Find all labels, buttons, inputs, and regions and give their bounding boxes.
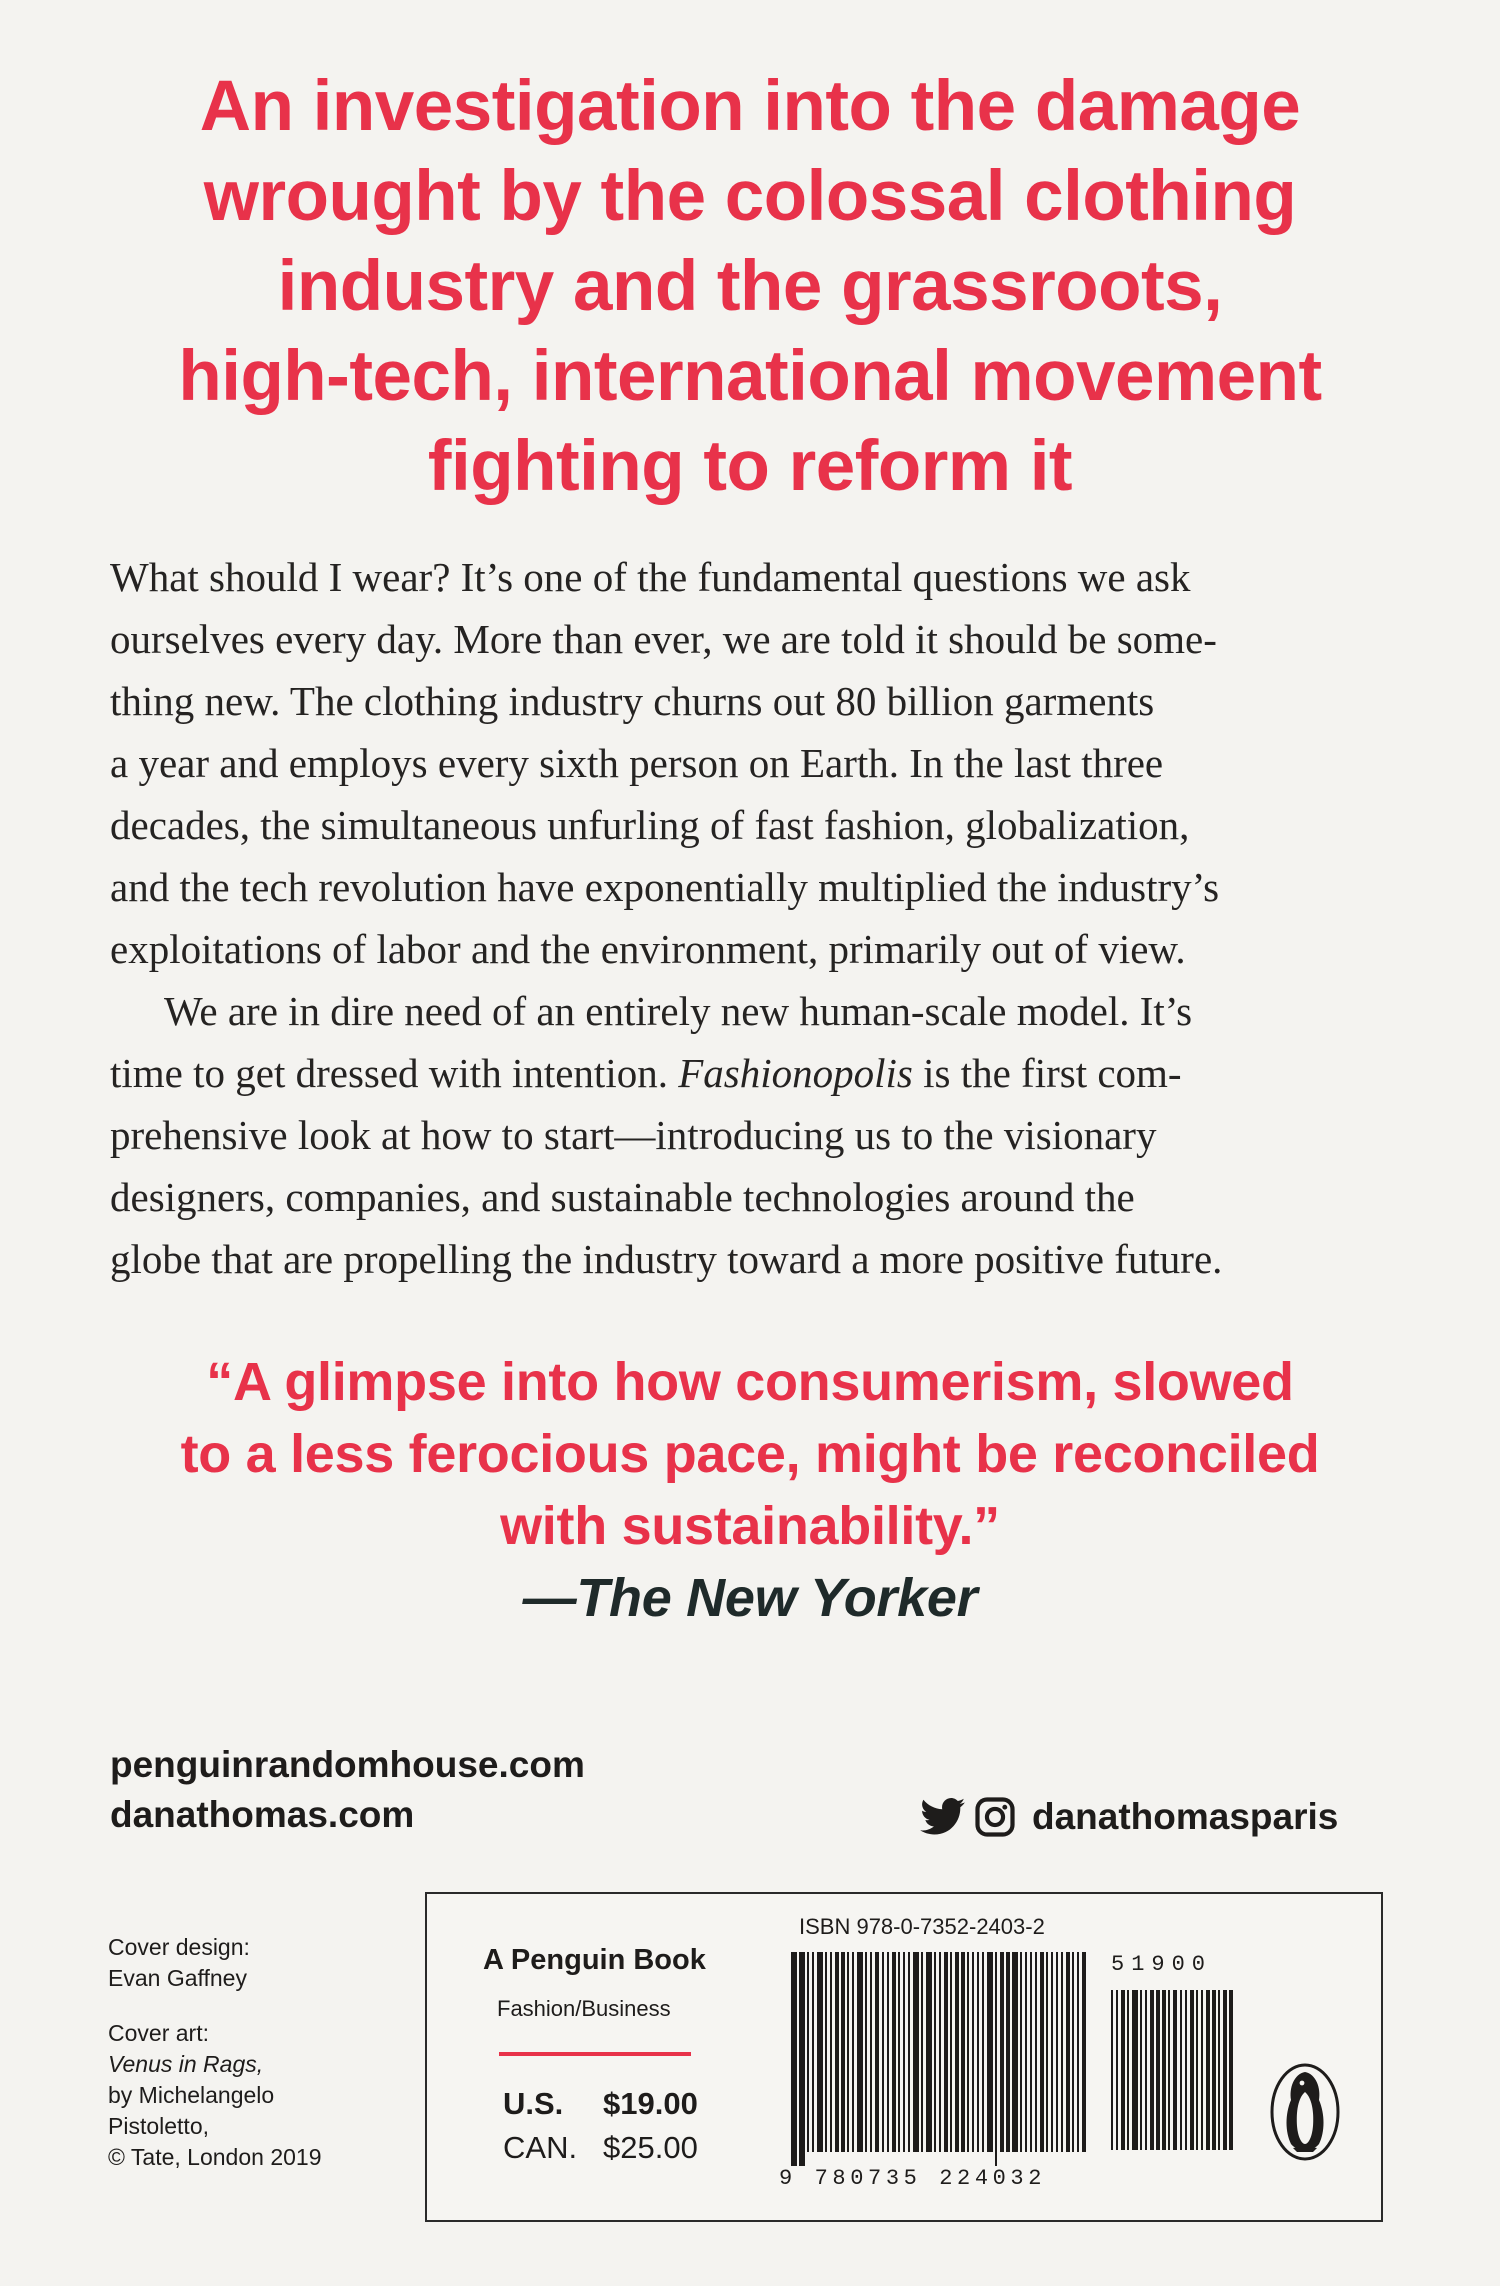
barcode-bar [1145,1990,1147,2150]
book-label: A Penguin Book [483,1944,706,1976]
cover-credits [108,1932,408,2173]
barcode-bar [955,1952,959,2152]
quote-attribution: —The New Yorker [522,1568,978,1628]
blurb-line: We are in dire need of an entirely new human-scale model. It’s [164,988,1193,1034]
barcode-bar [1046,1952,1048,2152]
headline-line: An investigation into the damage [199,67,1301,146]
barcode-bar [1020,1952,1022,2152]
blurb-text: time to get dressed with intention. [110,1050,679,1096]
barcode-bar [1025,1952,1027,2152]
barcode-bar [1212,1990,1216,2150]
barcode-bar [857,1952,863,2152]
barcode-bar [1229,1990,1233,2150]
barcode-bar [1156,1990,1160,2150]
publisher-website: penguinrandomhouse.com [110,1744,585,1785]
blurb-line: exploitations of labor and the environment, primarily out of view. [110,926,1186,972]
barcode-bar [1206,1990,1210,2150]
blurb-line [110,1042,1390,1104]
art-by: by Michelangelo [108,2082,275,2108]
barcode-bar [852,1952,854,2152]
design-label: Cover design: [108,1934,250,1960]
barcode-bar [926,1952,932,2152]
headline-line: wrought by the colossal clothing [203,157,1297,236]
barcode-bar [1201,1990,1203,2150]
barcode-bar [1132,1990,1138,2150]
barcode-bar [1012,1952,1018,2152]
barcode-bar [1072,1952,1074,2152]
barcode-bar [1035,1952,1037,2152]
barcode-bar [1196,1990,1198,2150]
barcode-bar [1127,1990,1129,2150]
barcode-bar [972,1952,974,2152]
barcode-bar [892,1952,896,2152]
barcode-bar [1218,1990,1220,2150]
barcode-bar [950,1952,952,2152]
barcode-bar [1185,1990,1187,2150]
blurb-line: prehensive look at how to start—introducing us to the visionary [110,1112,1157,1158]
headline-line: high-tech, international movement [178,337,1322,416]
blurb-line: What should I wear? It’s one of the fundamental questions we ask [110,554,1191,600]
headline [0,62,1500,512]
barcode-bar [882,1952,884,2152]
ean-digits: 9 780735 224032 [779,2166,1047,2191]
barcode-bar [1180,1990,1182,2150]
barcode-bar [1000,1952,1004,2152]
social-handle: danathomasparis [1032,1796,1339,1837]
isbn-number: ISBN 978-0-7352-2403-2 [799,1914,1045,1939]
barcode-bar [898,1952,900,2152]
barcode-bar [847,1952,849,2152]
price-can-label: CAN. [503,2130,578,2165]
blurb-line: a year and employs every sixth person on Earth. In the last three [110,740,1164,786]
blurb [110,546,1390,1290]
barcode-bar [812,1952,814,2152]
barcode-bar [944,1952,948,2152]
art-label: Cover art: [108,2020,209,2046]
barcode-box [425,1892,1383,2222]
barcode-bar [887,1952,889,2152]
price-can [503,2130,698,2166]
barcode-bar [1173,1990,1177,2150]
barcode-bar [939,1952,941,2152]
price-can-value: $25.00 [603,2130,698,2165]
headline-line: fighting to reform it [427,427,1073,506]
barcode-bar [1061,1952,1063,2152]
art-copyright: © Tate, London 2019 [108,2144,322,2170]
barcode-bar [1066,1952,1070,2152]
art-title [108,2049,408,2080]
barcode-bar [875,1952,879,2152]
barcode-bar [1056,1952,1058,2152]
barcode-bar [913,1952,919,2152]
barcode-bar [1030,1952,1032,2152]
social-handle-row [920,1792,1338,1842]
review-quote [0,1346,1500,1634]
barcode-bar [1116,1990,1118,2150]
barcode-bar [987,1952,993,2152]
barcode-bar [1040,1952,1044,2152]
barcode-bar [961,1952,965,2152]
barcode-bar [1140,1990,1142,2150]
barcode-bar [807,1952,809,2152]
barcode-bar [1006,1952,1010,2152]
price-us-label: U.S. [503,2086,564,2121]
price-us-value: $19.00 [603,2086,698,2121]
addon-barcode [1111,1990,1237,2164]
barcode-bar [870,1952,872,2152]
barcode-bar [830,1952,832,2152]
blurb-line: ourselves every day. More than ever, we are told it should be some- [110,616,1217,662]
barcode-bar [825,1952,827,2152]
barcode-bar [908,1952,910,2152]
blurb-text: is the first com- [912,1050,1182,1096]
headline-line: industry and the grassroots, [277,247,1223,326]
instagram-icon [974,1796,1016,1838]
barcode-bar [1150,1990,1154,2150]
barcode-bar [841,1952,845,2152]
barcode-bar [977,1952,979,2152]
penguin-logo [1269,2062,1341,2162]
websites [110,1740,585,1840]
barcode-bar [995,1952,997,2166]
author-website: danathomas.com [110,1794,415,1835]
spacer [108,1994,408,2018]
price-us [503,2086,698,2122]
barcode-bar [982,1952,984,2152]
barcode-bar [903,1952,905,2152]
barcode-bar [865,1952,867,2152]
ean-barcode [791,1952,1093,2166]
quote-line: to a less ferocious pace, might be reconciled [180,1424,1320,1484]
blurb-line: thing new. The clothing industry churns out 80 billion garments [110,678,1155,724]
blurb-line: designers, companies, and sustainable technologies around the [110,1174,1135,1220]
barcode-bar [1190,1990,1194,2150]
book-category: Fashion/Business [497,1996,671,2021]
quote-text: with sustainability.” [500,1496,1000,1556]
book-title: Fashionopolis [678,1050,913,1096]
barcode-bar [817,1952,823,2152]
designer-name: Evan Gaffney [108,1965,247,1991]
barcode-bar [1223,1990,1227,2150]
quote-line [0,1490,1500,1634]
barcode-bar [835,1952,839,2152]
blurb-line: decades, the simultaneous unfurling of fast fashion, globalization, [110,802,1190,848]
art-artist: Pistoletto, [108,2113,209,2139]
barcode-bar [1082,1952,1086,2152]
barcode-bar [967,1952,969,2152]
art-title-text: Venus in Rags, [108,2051,264,2077]
barcode-bar [1162,1990,1166,2150]
quote-line: “A glimpse into how consumerism, slowed [206,1352,1294,1412]
barcode-bar [934,1952,936,2152]
barcode-bar [1121,1990,1125,2150]
divider [499,2052,691,2056]
barcode-bar [791,1952,797,2166]
barcode-bar [1077,1952,1079,2152]
barcode-bar [1111,1990,1113,2150]
addon-digits: 51900 [1111,1952,1213,1977]
barcode-bar [921,1952,923,2152]
blurb-line: globe that are propelling the industry toward a more positive future. [110,1236,1223,1282]
blurb-line: and the tech revolution have exponentially multiplied the industry’s [110,864,1220,910]
twitter-icon [920,1798,966,1836]
barcode-bar [799,1952,805,2166]
barcode-bar [1168,1990,1170,2150]
barcode-bar [1051,1952,1053,2152]
